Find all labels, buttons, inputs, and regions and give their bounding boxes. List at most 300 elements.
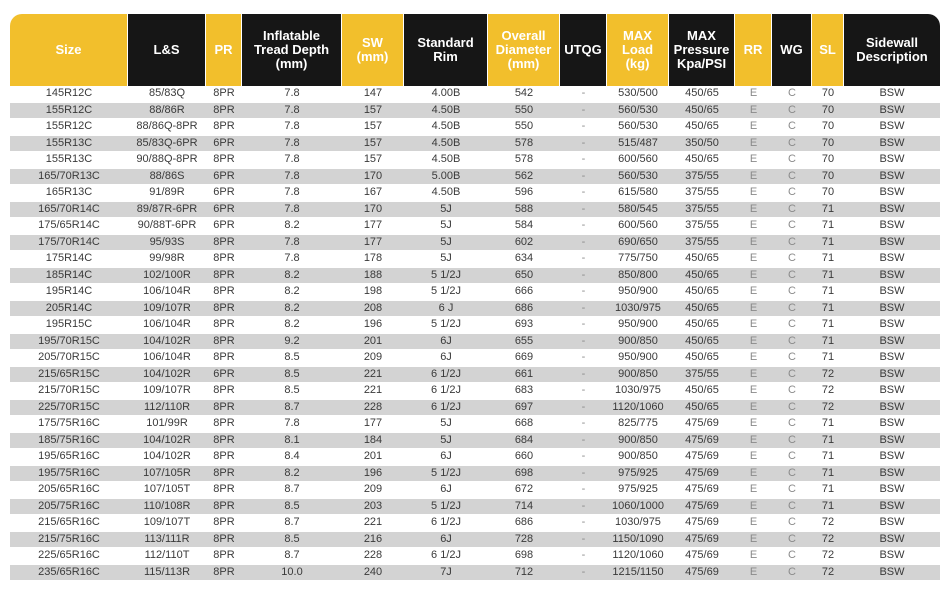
column-header-size: Size	[10, 14, 128, 86]
table-cell-rim: 6 1/2J	[404, 515, 488, 532]
table-cell-pressure: 475/69	[669, 532, 735, 549]
table-cell-od: 650	[488, 268, 560, 285]
table-cell-rr: E	[735, 86, 772, 103]
table-cell-sidewall: BSW	[844, 482, 940, 499]
table-row	[10, 482, 940, 499]
table-cell-sidewall: BSW	[844, 202, 940, 219]
table-cell-rim: 6J	[404, 532, 488, 549]
table-cell-size: 215/70R15C	[10, 383, 128, 400]
table-cell-sidewall: BSW	[844, 400, 940, 417]
table-cell-size: 195/75R16C	[10, 466, 128, 483]
table-cell-load: 900/850	[607, 449, 669, 466]
table-cell-rim: 6 1/2J	[404, 548, 488, 565]
table-cell-size: 165/70R13C	[10, 169, 128, 186]
table-cell-ls: 101/99R	[128, 416, 206, 433]
table-cell-ls: 102/100R	[128, 268, 206, 285]
table-cell-utqg: -	[560, 202, 607, 219]
table-cell-rim: 5 1/2J	[404, 284, 488, 301]
table-cell-load: 775/750	[607, 251, 669, 268]
table-cell-pressure: 450/65	[669, 251, 735, 268]
table-cell-od: 660	[488, 449, 560, 466]
table-cell-size: 235/65R16C	[10, 565, 128, 582]
table-cell-pr: 8PR	[206, 449, 242, 466]
table-cell-sw: 209	[342, 350, 404, 367]
table-cell-pr: 8PR	[206, 103, 242, 120]
table-cell-rim: 6 J	[404, 301, 488, 318]
table-cell-sw: 201	[342, 334, 404, 351]
table-cell-pr: 8PR	[206, 301, 242, 318]
table-cell-ls: 88/86Q-8PR	[128, 119, 206, 136]
table-row	[10, 350, 940, 367]
table-cell-sw: 157	[342, 119, 404, 136]
table-cell-tread: 7.8	[242, 103, 342, 120]
table-cell-tread: 7.8	[242, 119, 342, 136]
table-cell-od: 584	[488, 218, 560, 235]
table-cell-rim: 6 1/2J	[404, 383, 488, 400]
tire-spec-table	[10, 14, 940, 581]
table-cell-sw: 157	[342, 152, 404, 169]
table-cell-sw: 203	[342, 499, 404, 516]
table-body	[10, 86, 940, 581]
table-cell-sw: 157	[342, 136, 404, 153]
table-cell-sw: 201	[342, 449, 404, 466]
table-cell-tread: 8.5	[242, 532, 342, 549]
table-cell-tread: 8.5	[242, 350, 342, 367]
table-cell-pressure: 450/65	[669, 400, 735, 417]
table-cell-sw: 221	[342, 367, 404, 384]
table-cell-rim: 4.50B	[404, 136, 488, 153]
table-cell-sl: 71	[812, 350, 844, 367]
table-cell-rr: E	[735, 400, 772, 417]
table-cell-rim: 5 1/2J	[404, 317, 488, 334]
table-cell-sw: 196	[342, 466, 404, 483]
table-cell-tread: 8.2	[242, 284, 342, 301]
table-row	[10, 383, 940, 400]
column-header-rr: RR	[735, 14, 772, 86]
table-cell-sw: 177	[342, 416, 404, 433]
table-cell-sl: 72	[812, 515, 844, 532]
table-cell-size: 205/65R16C	[10, 482, 128, 499]
table-cell-od: 602	[488, 235, 560, 252]
table-cell-rim: 4.00B	[404, 86, 488, 103]
table-cell-sw: 177	[342, 235, 404, 252]
table-cell-size: 225/65R16C	[10, 548, 128, 565]
table-cell-tread: 8.2	[242, 268, 342, 285]
table-cell-size: 155R12C	[10, 119, 128, 136]
table-cell-pressure: 375/55	[669, 202, 735, 219]
table-cell-pressure: 475/69	[669, 565, 735, 582]
table-cell-rr: E	[735, 235, 772, 252]
table-cell-pr: 8PR	[206, 119, 242, 136]
table-cell-size: 205R14C	[10, 301, 128, 318]
table-cell-pr: 8PR	[206, 383, 242, 400]
table-cell-sidewall: BSW	[844, 367, 940, 384]
table-cell-rr: E	[735, 416, 772, 433]
table-cell-rr: E	[735, 499, 772, 516]
table-cell-ls: 107/105R	[128, 466, 206, 483]
table-cell-sidewall: BSW	[844, 334, 940, 351]
table-cell-wg: C	[772, 136, 812, 153]
table-cell-rim: 7J	[404, 565, 488, 582]
table-cell-rr: E	[735, 383, 772, 400]
table-cell-utqg: -	[560, 548, 607, 565]
table-cell-load: 900/850	[607, 334, 669, 351]
table-cell-load: 1030/975	[607, 383, 669, 400]
table-cell-ls: 109/107R	[128, 383, 206, 400]
table-cell-wg: C	[772, 251, 812, 268]
table-cell-wg: C	[772, 334, 812, 351]
table-cell-utqg: -	[560, 532, 607, 549]
table-cell-load: 950/900	[607, 350, 669, 367]
table-cell-wg: C	[772, 400, 812, 417]
table-cell-load: 1120/1060	[607, 548, 669, 565]
table-cell-ls: 85/83Q-6PR	[128, 136, 206, 153]
table-cell-size: 185/75R16C	[10, 433, 128, 450]
table-cell-utqg: -	[560, 515, 607, 532]
table-cell-sw: 196	[342, 317, 404, 334]
table-cell-rim: 5.00B	[404, 169, 488, 186]
table-cell-pr: 8PR	[206, 235, 242, 252]
table-cell-pressure: 450/65	[669, 317, 735, 334]
table-cell-pressure: 375/55	[669, 169, 735, 186]
table-cell-size: 155R12C	[10, 103, 128, 120]
column-header-tread: Inflatable Tread Depth (mm)	[242, 14, 342, 86]
table-cell-wg: C	[772, 284, 812, 301]
table-cell-ls: 104/102R	[128, 367, 206, 384]
table-cell-sidewall: BSW	[844, 532, 940, 549]
table-cell-tread: 8.5	[242, 367, 342, 384]
table-cell-size: 215/65R16C	[10, 515, 128, 532]
table-cell-rr: E	[735, 334, 772, 351]
table-cell-sl: 71	[812, 235, 844, 252]
table-row	[10, 416, 940, 433]
table-row	[10, 400, 940, 417]
table-cell-pr: 8PR	[206, 532, 242, 549]
table-cell-sl: 71	[812, 416, 844, 433]
table-cell-sw: 208	[342, 301, 404, 318]
table-cell-pressure: 475/69	[669, 466, 735, 483]
table-cell-rim: 5J	[404, 251, 488, 268]
table-cell-sidewall: BSW	[844, 499, 940, 516]
table-cell-pr: 8PR	[206, 565, 242, 582]
table-cell-load: 560/530	[607, 103, 669, 120]
table-cell-pr: 6PR	[206, 136, 242, 153]
table-cell-ls: 106/104R	[128, 350, 206, 367]
table-cell-pressure: 375/55	[669, 235, 735, 252]
table-cell-tread: 8.7	[242, 482, 342, 499]
table-cell-sw: 170	[342, 202, 404, 219]
table-cell-od: 578	[488, 136, 560, 153]
table-cell-wg: C	[772, 416, 812, 433]
table-cell-pressure: 475/69	[669, 499, 735, 516]
table-cell-sl: 70	[812, 119, 844, 136]
table-cell-sw: 177	[342, 218, 404, 235]
table-cell-utqg: -	[560, 433, 607, 450]
table-cell-wg: C	[772, 433, 812, 450]
table-row	[10, 169, 940, 186]
table-cell-pressure: 450/65	[669, 383, 735, 400]
table-cell-rim: 5J	[404, 416, 488, 433]
table-cell-utqg: -	[560, 136, 607, 153]
table-cell-tread: 8.2	[242, 466, 342, 483]
table-cell-rim: 5 1/2J	[404, 466, 488, 483]
table-cell-wg: C	[772, 86, 812, 103]
column-header-pressure: MAX Pressure Kpa/PSI	[669, 14, 735, 86]
table-cell-wg: C	[772, 515, 812, 532]
table-cell-pressure: 450/65	[669, 301, 735, 318]
column-header-sidewall: Sidewall Description	[844, 14, 940, 86]
table-cell-rim: 6J	[404, 482, 488, 499]
table-cell-wg: C	[772, 548, 812, 565]
table-cell-pr: 8PR	[206, 284, 242, 301]
table-cell-utqg: -	[560, 565, 607, 582]
table-cell-sl: 71	[812, 218, 844, 235]
table-cell-tread: 8.5	[242, 383, 342, 400]
table-cell-size: 175/75R16C	[10, 416, 128, 433]
table-row	[10, 565, 940, 582]
table-cell-tread: 7.8	[242, 185, 342, 202]
table-row	[10, 548, 940, 565]
table-cell-sw: 147	[342, 86, 404, 103]
table-cell-sw: 216	[342, 532, 404, 549]
table-row	[10, 433, 940, 450]
table-cell-sl: 71	[812, 301, 844, 318]
table-cell-sidewall: BSW	[844, 152, 940, 169]
table-cell-tread: 8.2	[242, 301, 342, 318]
table-cell-ls: 90/88T-6PR	[128, 218, 206, 235]
table-cell-sw: 240	[342, 565, 404, 582]
table-cell-pr: 8PR	[206, 152, 242, 169]
table-cell-rr: E	[735, 202, 772, 219]
table-cell-load: 975/925	[607, 466, 669, 483]
table-row	[10, 268, 940, 285]
table-cell-sidewall: BSW	[844, 185, 940, 202]
table-cell-tread: 7.8	[242, 416, 342, 433]
table-cell-sidewall: BSW	[844, 235, 940, 252]
table-cell-pressure: 450/65	[669, 284, 735, 301]
table-cell-ls: 88/86S	[128, 169, 206, 186]
table-cell-sidewall: BSW	[844, 466, 940, 483]
table-cell-od: 655	[488, 334, 560, 351]
table-cell-size: 165/70R14C	[10, 202, 128, 219]
table-cell-size: 205/70R15C	[10, 350, 128, 367]
table-cell-rr: E	[735, 482, 772, 499]
table-row	[10, 515, 940, 532]
table-cell-ls: 91/89R	[128, 185, 206, 202]
table-cell-sl: 71	[812, 268, 844, 285]
table-cell-load: 600/560	[607, 218, 669, 235]
table-cell-sidewall: BSW	[844, 284, 940, 301]
table-cell-wg: C	[772, 367, 812, 384]
table-cell-sl: 72	[812, 565, 844, 582]
table-row	[10, 103, 940, 120]
table-cell-size: 185R14C	[10, 268, 128, 285]
table-cell-pressure: 475/69	[669, 449, 735, 466]
table-cell-load: 950/900	[607, 317, 669, 334]
table-row	[10, 499, 940, 516]
table-cell-pressure: 375/55	[669, 367, 735, 384]
table-cell-pr: 8PR	[206, 515, 242, 532]
table-cell-od: 686	[488, 515, 560, 532]
table-cell-sidewall: BSW	[844, 449, 940, 466]
table-cell-utqg: -	[560, 449, 607, 466]
table-cell-tread: 7.8	[242, 86, 342, 103]
table-cell-utqg: -	[560, 284, 607, 301]
table-cell-pr: 8PR	[206, 416, 242, 433]
table-cell-sl: 71	[812, 284, 844, 301]
table-cell-wg: C	[772, 202, 812, 219]
table-cell-size: 215/65R15C	[10, 367, 128, 384]
table-cell-load: 690/650	[607, 235, 669, 252]
table-cell-sidewall: BSW	[844, 515, 940, 532]
table-cell-pressure: 475/69	[669, 548, 735, 565]
table-row	[10, 218, 940, 235]
column-header-utqg: UTQG	[560, 14, 607, 86]
table-cell-sl: 70	[812, 185, 844, 202]
table-cell-sidewall: BSW	[844, 317, 940, 334]
table-cell-pr: 8PR	[206, 350, 242, 367]
table-cell-utqg: -	[560, 482, 607, 499]
table-cell-rr: E	[735, 466, 772, 483]
table-cell-rim: 4.50B	[404, 103, 488, 120]
table-cell-wg: C	[772, 383, 812, 400]
table-cell-sw: 198	[342, 284, 404, 301]
table-cell-ls: 113/111R	[128, 532, 206, 549]
table-cell-sw: 209	[342, 482, 404, 499]
table-cell-size: 195/70R15C	[10, 334, 128, 351]
table-cell-sl: 72	[812, 400, 844, 417]
table-cell-sl: 70	[812, 103, 844, 120]
table-cell-od: 550	[488, 103, 560, 120]
table-cell-load: 600/560	[607, 152, 669, 169]
table-cell-od: 588	[488, 202, 560, 219]
table-cell-sl: 72	[812, 548, 844, 565]
column-header-load: MAX Load (kg)	[607, 14, 669, 86]
table-cell-wg: C	[772, 268, 812, 285]
table-cell-pr: 6PR	[206, 218, 242, 235]
table-cell-size: 175R14C	[10, 251, 128, 268]
table-row	[10, 251, 940, 268]
table-cell-pressure: 350/50	[669, 136, 735, 153]
table-cell-load: 1060/1000	[607, 499, 669, 516]
table-cell-rim: 4.50B	[404, 152, 488, 169]
table-cell-ls: 107/105T	[128, 482, 206, 499]
table-cell-wg: C	[772, 103, 812, 120]
table-cell-sidewall: BSW	[844, 86, 940, 103]
table-cell-ls: 115/113R	[128, 565, 206, 582]
table-cell-sidewall: BSW	[844, 565, 940, 582]
table-cell-tread: 8.2	[242, 218, 342, 235]
table-cell-load: 900/850	[607, 433, 669, 450]
table-cell-sidewall: BSW	[844, 103, 940, 120]
table-cell-od: 666	[488, 284, 560, 301]
table-cell-wg: C	[772, 317, 812, 334]
table-cell-load: 580/545	[607, 202, 669, 219]
table-cell-pressure: 475/69	[669, 482, 735, 499]
table-cell-pr: 8PR	[206, 482, 242, 499]
table-cell-rr: E	[735, 565, 772, 582]
table-cell-od: 714	[488, 499, 560, 516]
table-cell-sw: 157	[342, 103, 404, 120]
table-cell-od: 668	[488, 416, 560, 433]
table-cell-sw: 178	[342, 251, 404, 268]
table-cell-utqg: -	[560, 86, 607, 103]
table-cell-ls: 109/107T	[128, 515, 206, 532]
table-cell-load: 975/925	[607, 482, 669, 499]
table-cell-size: 195/65R16C	[10, 449, 128, 466]
table-cell-utqg: -	[560, 103, 607, 120]
table-cell-od: 550	[488, 119, 560, 136]
table-row	[10, 235, 940, 252]
column-header-wg: WG	[772, 14, 812, 86]
table-row	[10, 152, 940, 169]
table-cell-tread: 7.8	[242, 136, 342, 153]
table-cell-size: 145R12C	[10, 86, 128, 103]
table-cell-tread: 8.4	[242, 449, 342, 466]
table-cell-rim: 5J	[404, 235, 488, 252]
table-cell-od: 669	[488, 350, 560, 367]
table-cell-size: 155R13C	[10, 152, 128, 169]
table-cell-od: 672	[488, 482, 560, 499]
table-cell-rr: E	[735, 169, 772, 186]
table-cell-pressure: 450/65	[669, 350, 735, 367]
table-cell-pr: 8PR	[206, 317, 242, 334]
table-cell-rr: E	[735, 350, 772, 367]
table-row	[10, 317, 940, 334]
table-cell-rim: 4.50B	[404, 119, 488, 136]
table-cell-wg: C	[772, 218, 812, 235]
column-header-sl: SL	[812, 14, 844, 86]
table-cell-sl: 71	[812, 499, 844, 516]
table-cell-wg: C	[772, 499, 812, 516]
table-cell-rim: 5 1/2J	[404, 268, 488, 285]
table-row	[10, 334, 940, 351]
table-cell-size: 195R15C	[10, 317, 128, 334]
table-cell-sw: 228	[342, 400, 404, 417]
table-cell-tread: 7.8	[242, 169, 342, 186]
table-cell-od: 712	[488, 565, 560, 582]
table-cell-wg: C	[772, 350, 812, 367]
table-cell-utqg: -	[560, 152, 607, 169]
table-cell-sw: 221	[342, 383, 404, 400]
table-cell-load: 1030/975	[607, 301, 669, 318]
table-cell-pressure: 450/65	[669, 86, 735, 103]
table-cell-rr: E	[735, 268, 772, 285]
table-cell-pr: 6PR	[206, 169, 242, 186]
table-cell-tread: 8.7	[242, 548, 342, 565]
table-cell-sl: 71	[812, 433, 844, 450]
table-cell-rr: E	[735, 548, 772, 565]
table-cell-rim: 5J	[404, 433, 488, 450]
table-cell-sl: 71	[812, 482, 844, 499]
table-cell-tread: 8.1	[242, 433, 342, 450]
table-cell-rim: 5J	[404, 202, 488, 219]
table-cell-sw: 184	[342, 433, 404, 450]
table-cell-sidewall: BSW	[844, 301, 940, 318]
table-cell-sidewall: BSW	[844, 119, 940, 136]
table-cell-load: 515/487	[607, 136, 669, 153]
table-cell-ls: 112/110R	[128, 400, 206, 417]
table-cell-ls: 90/88Q-8PR	[128, 152, 206, 169]
table-cell-pr: 8PR	[206, 334, 242, 351]
table-cell-wg: C	[772, 169, 812, 186]
table-cell-rim: 5J	[404, 218, 488, 235]
table-cell-load: 825/775	[607, 416, 669, 433]
table-cell-rim: 6J	[404, 449, 488, 466]
table-row	[10, 185, 940, 202]
table-cell-tread: 10.0	[242, 565, 342, 582]
table-cell-load: 1150/1090	[607, 532, 669, 549]
